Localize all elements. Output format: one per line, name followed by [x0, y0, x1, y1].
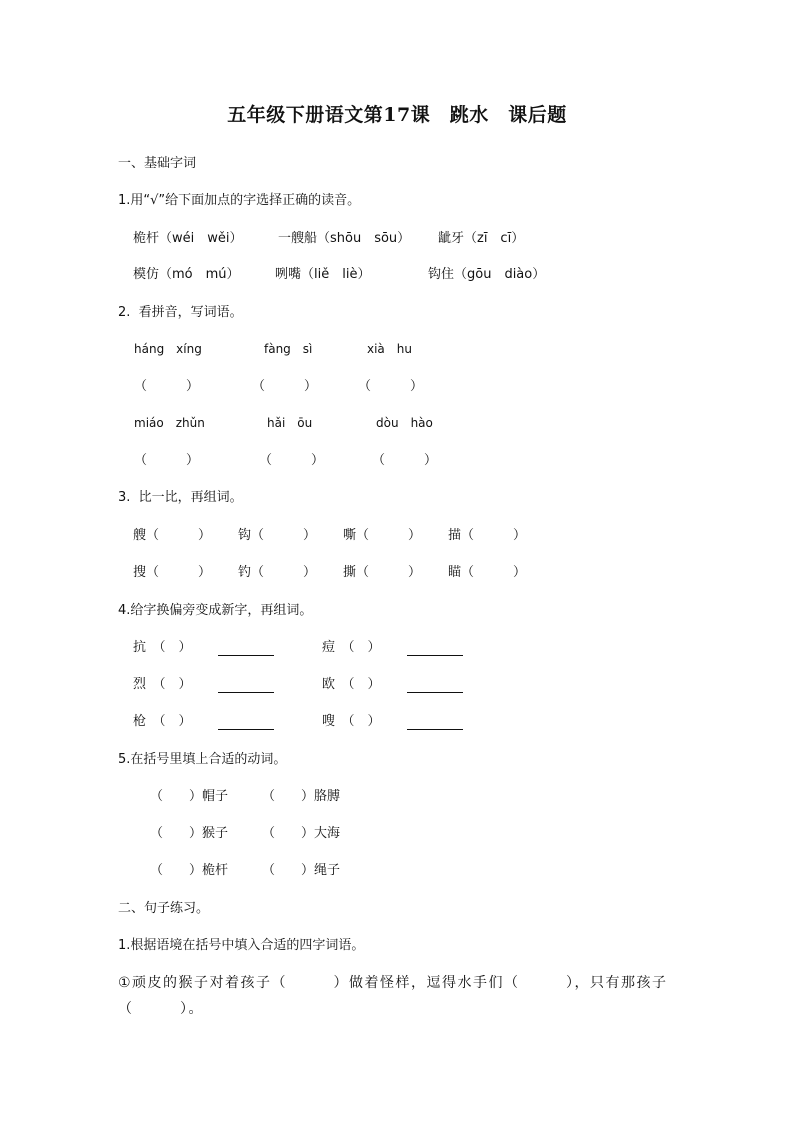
- pronunciation-item: 桅杆（wéi wěi）: [133, 231, 243, 246]
- radical-item[interactable]: 欧 （ ）: [322, 677, 381, 692]
- pinyin-text: dòu hào: [376, 416, 433, 430]
- verb-item[interactable]: （ ）猴子: [150, 826, 229, 841]
- compare-item[interactable]: 描（ ）: [448, 528, 527, 543]
- pronunciation-item: 钩住（gōu diào）: [428, 267, 546, 282]
- question-4-prompt: 4.给字换偏旁变成新字，再组词。: [118, 603, 313, 618]
- compare-item[interactable]: 搜（ ）: [133, 565, 212, 580]
- question-1-prompt: 1.用“√”给下面加点的字选择正确的读音。: [118, 193, 361, 208]
- compare-item[interactable]: 钓（ ）: [238, 565, 317, 580]
- answer-blank[interactable]: （ ）: [259, 453, 325, 468]
- pinyin-text: miáo zhǔn: [134, 416, 205, 430]
- answer-line[interactable]: [407, 655, 463, 656]
- verb-item[interactable]: （ ）绳子: [262, 863, 341, 878]
- radical-item[interactable]: 嗖 （ ）: [322, 714, 381, 729]
- verb-item[interactable]: （ ）桅杆: [150, 863, 229, 878]
- question-3-prompt: 3. 比一比，再组词。: [118, 490, 243, 505]
- radical-item[interactable]: 抗 （ ）: [133, 640, 192, 655]
- answer-line[interactable]: [218, 692, 274, 693]
- answer-line[interactable]: [218, 729, 274, 730]
- compare-item[interactable]: 瞄（ ）: [448, 565, 527, 580]
- pinyin-text: fàng sì: [264, 342, 313, 356]
- answer-blank[interactable]: （ ）: [134, 453, 200, 468]
- verb-item[interactable]: （ ）大海: [262, 826, 341, 841]
- answer-blank[interactable]: （ ）: [252, 379, 318, 394]
- answer-blank[interactable]: （ ）: [358, 379, 424, 394]
- compare-item[interactable]: 钩（ ）: [238, 528, 317, 543]
- section2-question-1-prompt: 1.根据语境在括号中填入合适的四字词语。: [118, 938, 365, 953]
- verb-item[interactable]: （ ）胳膊: [262, 789, 341, 804]
- fill-in-sentence[interactable]: ①顽皮的猴子对着孩子（ ）做着怪样，逗得水手们（ ），只有那孩子（ ）。: [118, 975, 668, 1017]
- answer-line[interactable]: [407, 692, 463, 693]
- section-heading-basics: 一、基础字词: [118, 156, 197, 171]
- answer-blank[interactable]: （ ）: [372, 453, 438, 468]
- pronunciation-item: 一艘船（shōu sōu）: [278, 231, 411, 246]
- pronunciation-item: 龇牙（zī cī）: [438, 231, 525, 246]
- radical-item[interactable]: 烈 （ ）: [133, 677, 192, 692]
- compare-item[interactable]: 嘶（ ）: [343, 528, 422, 543]
- pinyin-text: háng xíng: [134, 342, 202, 356]
- compare-item[interactable]: 艘（ ）: [133, 528, 212, 543]
- answer-line[interactable]: [407, 729, 463, 730]
- question-2-prompt: 2. 看拼音，写词语。: [118, 305, 243, 320]
- pronunciation-item: 模仿（mó mú）: [133, 267, 240, 282]
- pronunciation-item: 咧嘴（liě liè）: [275, 267, 371, 282]
- answer-blank[interactable]: （ ）: [134, 379, 200, 394]
- answer-line[interactable]: [218, 655, 274, 656]
- pinyin-text: xià hu: [367, 342, 413, 356]
- question-5-prompt: 5.在括号里填上合适的动词。: [118, 752, 287, 767]
- section-heading-sentences: 二、句子练习。: [118, 901, 210, 916]
- page-title: 五年级下册语文第17课 跳水 课后题: [227, 104, 567, 126]
- compare-item[interactable]: 撕（ ）: [343, 565, 422, 580]
- radical-item[interactable]: 痘 （ ）: [322, 640, 381, 655]
- radical-item[interactable]: 枪 （ ）: [133, 714, 192, 729]
- pinyin-text: hǎi ōu: [267, 416, 313, 430]
- verb-item[interactable]: （ ）帽子: [150, 789, 229, 804]
